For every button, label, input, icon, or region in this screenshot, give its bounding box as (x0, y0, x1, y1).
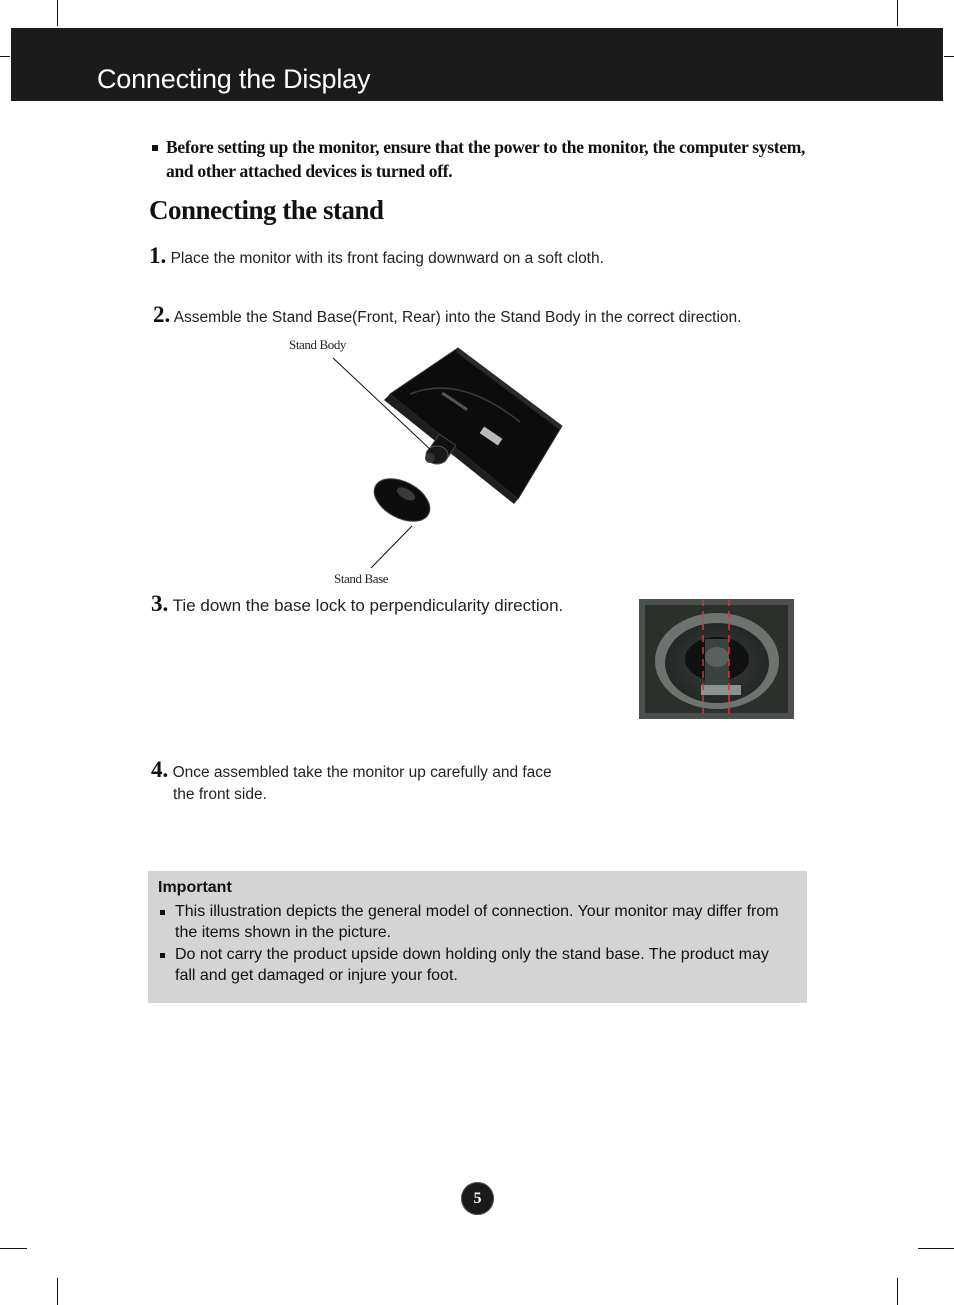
crop-mark (944, 56, 954, 57)
list-item (158, 901, 788, 943)
step-text-continued: the front side. (173, 786, 267, 803)
step-number: 4. (151, 757, 169, 782)
step-number: 1. (149, 243, 167, 268)
warning-text: Before setting up the monitor, ensure that the power to the monitor, the computer system, and other attached devices is turned off. (166, 137, 806, 181)
label-stand-base: Stand Base (334, 571, 389, 586)
stand-assembly-diagram (280, 334, 580, 596)
step-1 (149, 243, 604, 269)
step-number: 3. (151, 591, 169, 616)
important-list (158, 901, 788, 987)
crop-mark (0, 56, 10, 57)
step-4 (151, 759, 621, 806)
step-text: Assemble the Stand Base(Front, Rear) into the Stand Body in the correct direction. (173, 309, 742, 326)
bullet-icon (160, 953, 165, 958)
base-lock-photo (639, 599, 794, 719)
page-title: Connecting the Display (97, 64, 371, 94)
header-band (11, 28, 943, 101)
important-item-text: This illustration depicts the general model of connection. Your monitor may differ from the items shown in the picture. (175, 903, 779, 941)
bullet-icon (152, 145, 158, 151)
step-number: 2. (153, 302, 171, 327)
step-text: Tie down the base lock to perpendicularity direction. (172, 596, 564, 615)
label-stand-body: Stand Body (289, 337, 347, 352)
list-item (158, 944, 788, 986)
warning-note (150, 135, 810, 183)
crop-mark (57, 1278, 58, 1305)
crop-mark (0, 1248, 27, 1249)
crop-mark (918, 1248, 954, 1249)
step-text: Once assembled take the monitor up carefully and face (172, 764, 552, 781)
important-box (148, 871, 807, 1003)
step-3 (151, 591, 563, 617)
important-heading: Important (158, 879, 232, 896)
base-lock-image (639, 599, 794, 719)
crop-mark (57, 0, 58, 26)
important-item-text: Do not carry the product upside down holding only the stand base. The product may fall and get damaged or injure your foot. (175, 946, 769, 984)
crop-mark (897, 1278, 898, 1305)
bullet-icon (160, 910, 165, 915)
crop-mark (897, 0, 898, 26)
section-title: Connecting the stand (149, 195, 384, 225)
page-number: 5 (461, 1182, 494, 1215)
step-text: Place the monitor with its front facing downward on a soft cloth. (170, 250, 604, 267)
step-2 (153, 302, 741, 328)
monitor-illustration (280, 334, 580, 596)
